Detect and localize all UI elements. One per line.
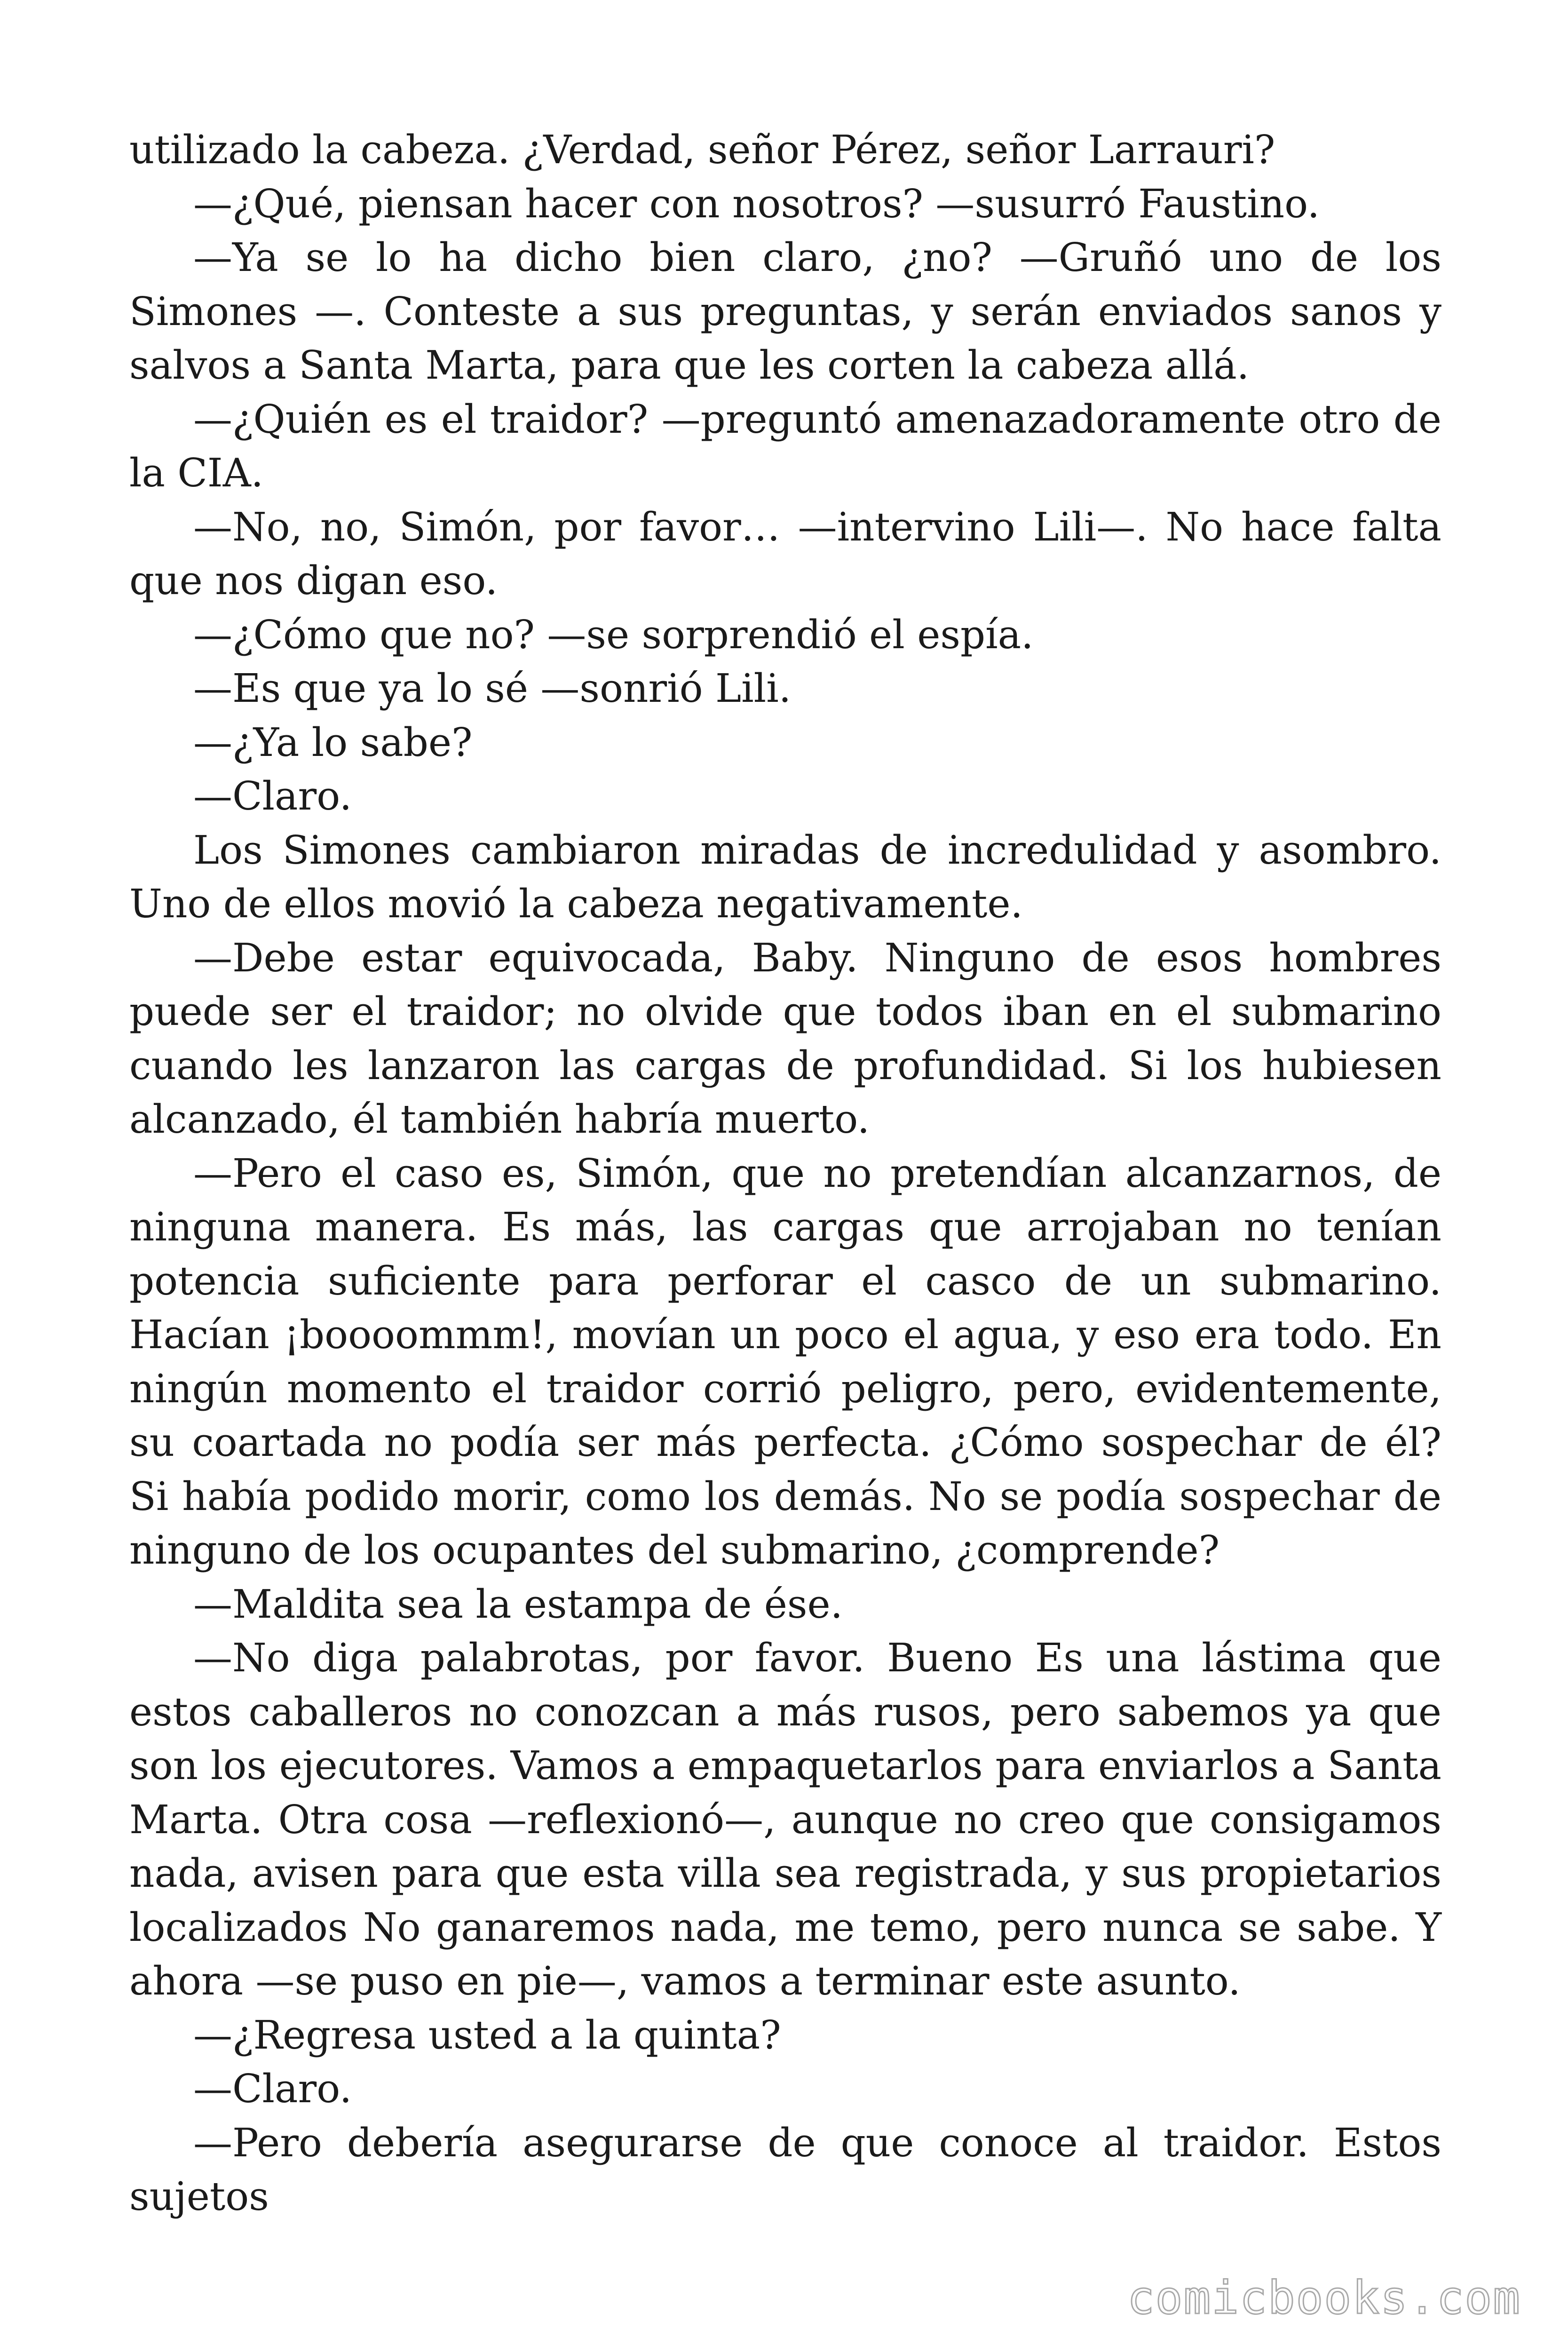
page-text-body bbox=[129, 123, 1441, 2224]
paragraph-2: —¿Qué, piensan hacer con nosotros? —susurró Faustino. bbox=[193, 181, 1320, 227]
paragraph-14: —No diga palabrotas, por favor. Bueno Es una lástima que estos caballeros no conozcan a más rusos, pero sabemos ya que son los ejecutores. Vamos a empaquetarlos para enviarlos a Santa Marta. Otra cosa —reflexionó—, aunque no creo que consigamos nada, avisen para que esta villa sea registrada, y sus propietarios localizados No ganaremos nada, me temo, pero nunca se sabe. Y ahora —se puso en pie—, vamos a terminar este asunto. bbox=[129, 1635, 1441, 2004]
paragraph-9: —Claro. bbox=[193, 773, 352, 819]
paragraph-1: utilizado la cabeza. ¿Verdad, señor Pérez, señor Larrauri? bbox=[129, 127, 1275, 173]
paragraph-16: —Claro. bbox=[193, 2066, 352, 2112]
paragraph-11: —Debe estar equivocada, Baby. Ninguno de esos hombres puede ser el traidor; no olvide que todos iban en el submarino cuando les lanzaron las cargas de profundidad. Si los hubiesen alcanzado, él también habría muerto. bbox=[129, 935, 1441, 1142]
paragraph-6: —¿Cómo que no? —se sorprendió el espía. bbox=[193, 612, 1034, 658]
paragraph-17: —Pero debería asegurarse de que conoce al traidor. Estos sujetos bbox=[129, 2120, 1441, 2219]
paragraph-3: —Ya se lo ha dicho bien claro, ¿no? —Gruñó uno de los Simones —. Conteste a sus preguntas, y serán enviados sanos y salvos a Santa Marta, para que les corten la cabeza allá. bbox=[129, 235, 1441, 388]
paragraph-8: —¿Ya lo sabe? bbox=[193, 719, 473, 765]
watermark-text: comicbooks.com bbox=[1127, 2272, 1521, 2324]
paragraph-10: Los Simones cambiaron miradas de incredulidad y asombro. Uno de ellos movió la cabeza negativamente. bbox=[129, 827, 1441, 927]
paragraph-7: —Es que ya lo sé —sonrió Lili. bbox=[193, 666, 792, 711]
paragraph-13: —Maldita sea la estampa de ése. bbox=[193, 1581, 843, 1627]
paragraph-5: —No, no, Simón, por favor… —intervino Lili—. No hace falta que nos digan eso. bbox=[129, 504, 1441, 604]
paragraph-12: —Pero el caso es, Simón, que no pretendían alcanzarnos, de ninguna manera. Es más, las cargas que arrojaban no tenían potencia suficiente para perforar el casco de un submarino. Hacían ¡boooommm!, movían un poco el agua, y eso era todo. En ningún momento el traidor corrió peligro, pero, evidentemente, su coartada no podía ser más perfecta. ¿Cómo sospechar de él? Si había podido morir, como los demás. No se podía sospechar de ninguno de los ocupantes del submarino, ¿comprende? bbox=[129, 1150, 1441, 1573]
paragraph-4: —¿Quién es el traidor? —preguntó amenazadoramente otro de la CIA. bbox=[129, 396, 1441, 496]
paragraph-15: —¿Regresa usted a la quinta? bbox=[193, 2012, 781, 2058]
